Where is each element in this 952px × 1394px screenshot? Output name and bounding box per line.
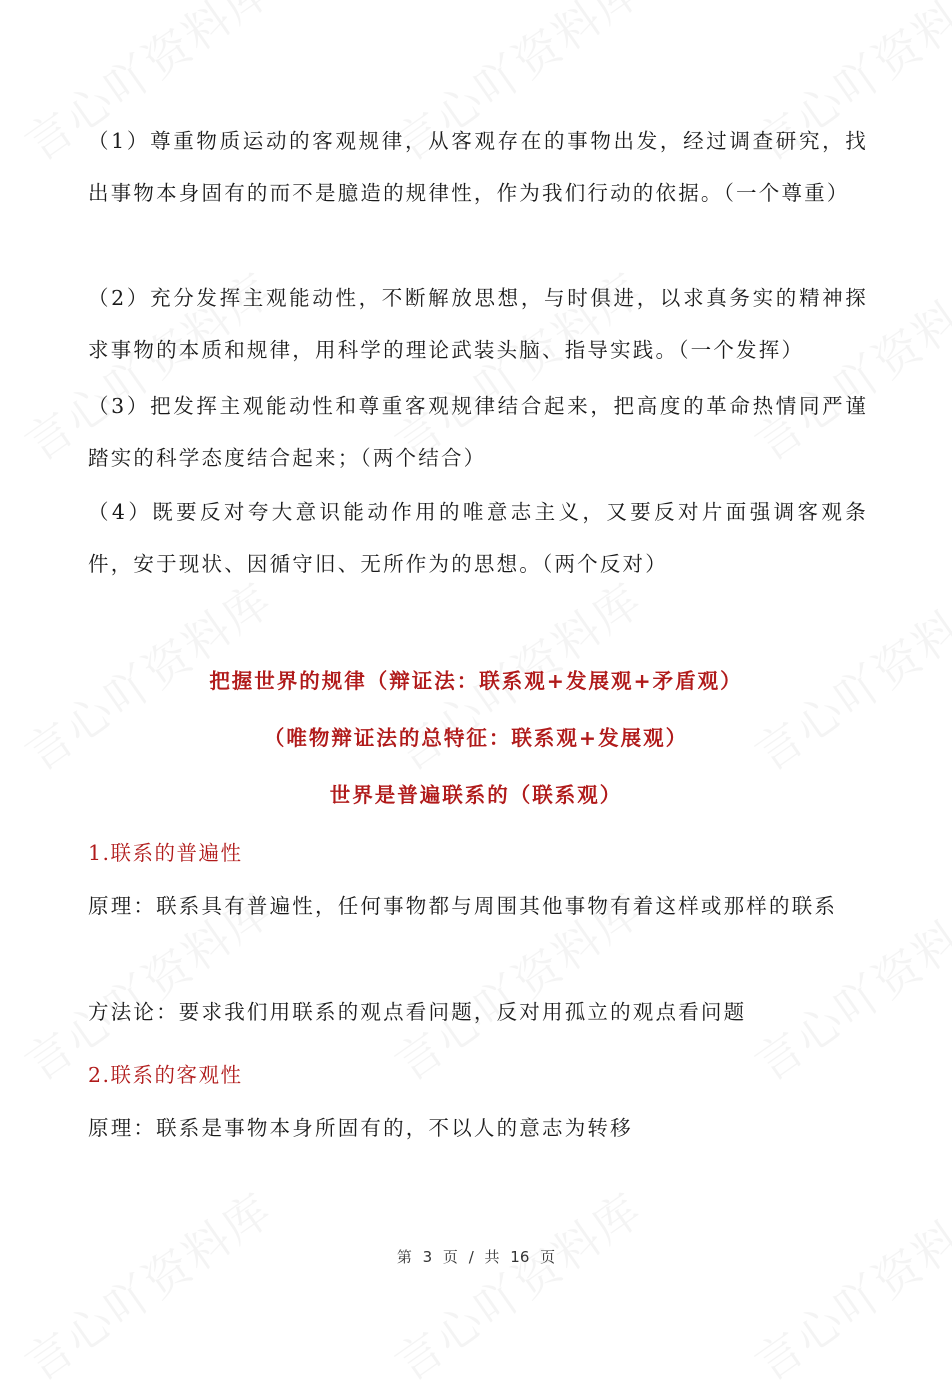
principle-2: 原理：联系是事物本身所固有的，不以人的意志为转移 <box>88 1116 633 1140</box>
methodology-1: 方法论：要求我们用联系的观点看问题，反对用孤立的观点看问题 <box>88 1000 747 1024</box>
paragraph-1: （1）尊重物质运动的客观规律，从客观存在的事物出发，经过调查研究，找出事物本身固有的而不是臆造的规律性，作为我们行动的依据。（一个尊重） <box>88 129 868 205</box>
paragraph-3: （3）把发挥主观能动性和尊重客观规律结合起来，把高度的革命热情同严谨踏实的科学态度结合起来；（两个结合） <box>88 394 868 470</box>
subsection-heading-2: 2.联系的客观性 <box>88 1063 243 1087</box>
paragraph-4: （4）既要反对夸大意识能动作用的唯意志主义，又要反对片面强调客观条件，安于现状、因循守旧、无所作为的思想。（两个反对） <box>88 500 868 576</box>
principle-1: 原理：联系具有普遍性，任何事物都与周围其他事物有着这样或那样的联系 <box>88 894 838 918</box>
page-number: 第 3 页 / 共 16 页 <box>396 1248 556 1266</box>
section-subtitle: （唯物辩证法的总特征：联系观+发展观） <box>263 726 689 750</box>
paragraph-2: （2）充分发挥主观能动性，不断解放思想，与时俱进，以求真务实的精神探求事物的本质和规律，用科学的理论武装头脑、指导实践。（一个发挥） <box>88 286 868 362</box>
section-title: 把握世界的规律（辩证法：联系观+发展观+矛盾观） <box>209 669 743 693</box>
subsection-heading-1: 1.联系的普遍性 <box>88 841 243 865</box>
section-heading: 世界是普遍联系的（联系观） <box>329 783 623 807</box>
